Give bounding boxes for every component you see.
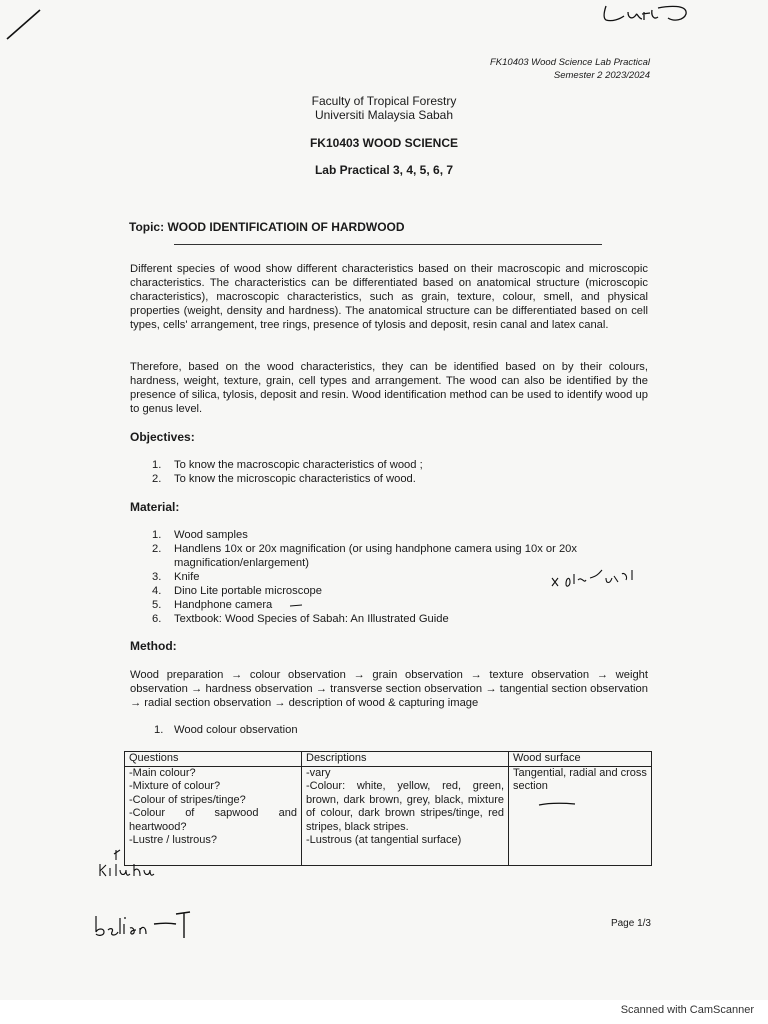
surface-cell: Tangential, radial and cross section	[509, 766, 652, 865]
university-name: Universiti Malaysia Sabah	[314, 108, 454, 122]
list-item: 1. Wood samples	[152, 529, 248, 541]
table-header-row	[125, 752, 652, 767]
pen-stroke-mark	[4, 6, 44, 42]
lab-title: Lab Practical 3, 4, 5, 6, 7	[314, 163, 454, 177]
table-header: Wood surface	[509, 752, 652, 767]
list-item: 2. Handlens 10x or 20x magnification (or using handphone camera using 10x or 20x magnification/enlargement)	[152, 543, 577, 569]
topic-divider	[174, 244, 602, 245]
topic-heading: Topic: WOOD IDENTIFICATIOIN OF HARDWOOD	[129, 220, 405, 234]
colour-observation-table	[124, 751, 652, 866]
handwritten-note-kilahan	[96, 844, 156, 880]
course-reference	[490, 56, 650, 82]
course-title: FK10403 WOOD SCIENCE	[309, 136, 459, 150]
material-heading: Material:	[130, 500, 180, 514]
scanner-watermark: Scanned with CamScanner	[620, 1004, 754, 1016]
descriptions-cell: -vary -Colour: white, yellow, red, green, brown, dark brown, grey, black, mixture of colour, dark brown stripes/tinge, red stripes, black stripes. -Lustrous (at tangential surface)	[302, 766, 509, 865]
list-item: 4. Dino Lite portable microscope	[152, 585, 322, 597]
tick-mark	[288, 600, 306, 610]
identification-paragraph: Therefore, based on the wood characteristics, they can be identified based on by their colours, hardness, weight, texture, grain, cell types and arrangement. The wood can also be identified by the presence of silica, tylosis, deposit and resin. Wood identification method can be used to identify wood up to genus level.	[130, 361, 648, 415]
list-item: 6. Textbook: Wood Species of Sabah: An Illustrated Guide	[152, 613, 449, 625]
intro-paragraph: Different species of wood show different characteristics based on their macroscopic and microscopic characteristics. The characteristics can be differentiated based on anatomical structure (microscopic characteristics), macroscopic characteristics, such as grain, texture, colour, smell, and physical properties (weight, density and hardness). The anatomical structure can be differentiated based on cell types, cells' arrangement, tree rings, presence of tylosis and deposit, resin canal and latex canal.	[130, 263, 648, 331]
handwritten-signature	[598, 0, 692, 26]
list-item: 1. To know the macroscopic characteristics of wood ;	[152, 459, 423, 471]
table-header: Descriptions	[302, 752, 509, 767]
objectives-list	[152, 458, 652, 486]
table-row	[125, 766, 652, 865]
course-reference-line2: Semester 2 2023/2024	[553, 70, 650, 81]
table-header: Questions	[125, 752, 302, 767]
institution	[0, 94, 768, 122]
page-number: Page 1/3	[610, 918, 651, 929]
colour-observation-heading: 1. Wood colour observation	[154, 724, 298, 736]
questions-cell: -Main colour? -Mixture of colour? -Colour of stripes/tinge? -Colour of sapwood and heartwood? -Lustre / lustrous?	[125, 766, 302, 865]
method-flow: Wood preparation → colour observation → grain observation → texture observation → weight observation → hardness observation → transverse section observation → tangential section observation → radial section observation → description of wood & capturing image	[130, 669, 648, 709]
method-heading: Method:	[130, 639, 177, 653]
handwritten-material-note	[548, 566, 640, 590]
handwritten-note-belian	[90, 906, 200, 942]
faculty-name: Faculty of Tropical Forestry	[311, 94, 457, 108]
objectives-heading: Objectives:	[130, 430, 195, 444]
handwritten-underline	[537, 800, 577, 808]
course-reference-line1: FK10403 Wood Science Lab Practical	[489, 57, 650, 68]
list-item: 5. Handphone camera	[152, 599, 273, 611]
list-item: 2. To know the microscopic characteristics of wood.	[152, 473, 416, 485]
list-item: 3. Knife	[152, 571, 200, 583]
